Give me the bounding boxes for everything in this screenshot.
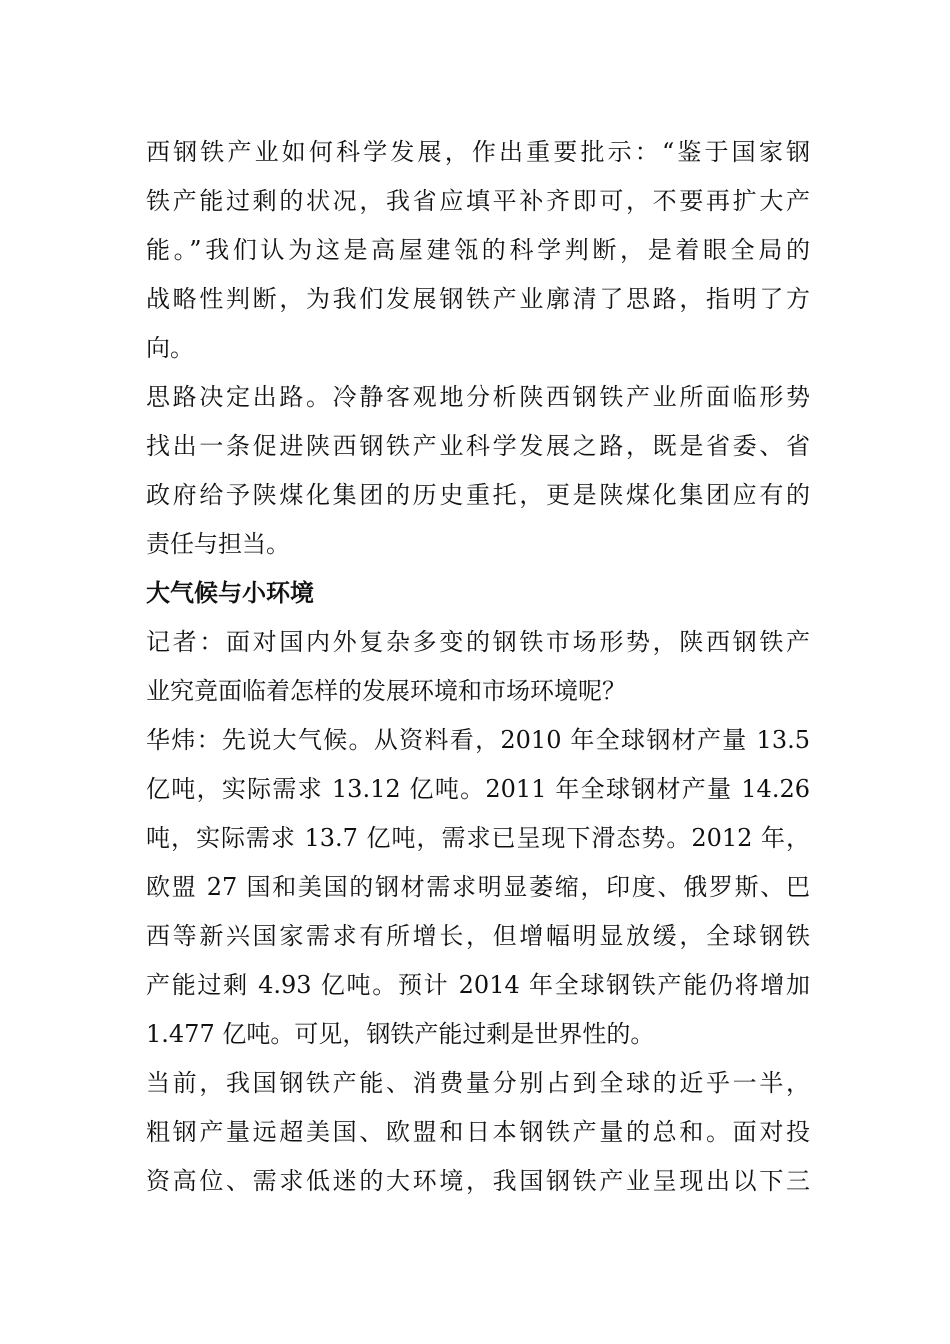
text-line: 业究竟面临着怎样的发展环境和市场环境呢？ bbox=[146, 677, 626, 705]
text-line: 铁产能过剩的状况，我省应填平补齐即可，不要再扩大产 bbox=[146, 187, 810, 215]
text-line: 欧盟 27 国和美国的钢材需求明显萎缩，印度、俄罗斯、巴 bbox=[146, 873, 810, 901]
text-line: 战略性判断，为我们发展钢铁产业廓清了思路，指明了方 bbox=[146, 285, 810, 313]
paragraph bbox=[146, 618, 810, 716]
text-line: 记者：面对国内外复杂多变的钢铁市场形势，陕西钢铁产 bbox=[146, 628, 810, 656]
text-line: 思路决定出路。冷静客观地分析陕西钢铁产业所面临形势 bbox=[146, 383, 810, 411]
text-line: 产能过剩 4.93 亿吨。预计 2014 年全球钢铁产能仍将增加 bbox=[146, 971, 810, 999]
text-line: 吨，实际需求 13.7 亿吨，需求已呈现下滑态势。2012 年， bbox=[146, 824, 810, 852]
text-line: 华炜：先说大气候。从资料看，2010 年全球钢材产量 13.5 bbox=[146, 726, 810, 754]
text-line: 西钢铁产业如何科学发展，作出重要批示：“鉴于国家钢 bbox=[146, 138, 810, 166]
text-line: 当前，我国钢铁产能、消费量分别占到全球的近乎一半， bbox=[146, 1069, 810, 1097]
text-line: 向。 bbox=[146, 334, 194, 362]
text-line: 政府给予陕煤化集团的历史重托，更是陕煤化集团应有的 bbox=[146, 481, 810, 509]
text-line: 找出一条促进陕西钢铁产业科学发展之路，既是省委、省 bbox=[146, 432, 810, 460]
paragraph bbox=[146, 1059, 810, 1206]
document-body bbox=[146, 128, 810, 1206]
text-line: 西等新兴国家需求有所增长，但增幅明显放缓，全球钢铁 bbox=[146, 922, 810, 950]
paragraph bbox=[146, 373, 810, 569]
text-line: 资高位、需求低迷的大环境，我国钢铁产业呈现出以下三 bbox=[146, 1167, 810, 1195]
text-line: 能。”我们认为这是高屋建瓴的科学判断，是着眼全局的 bbox=[146, 236, 810, 264]
text-line: 亿吨，实际需求 13.12 亿吨。2011 年全球钢材产量 14.26 bbox=[146, 775, 810, 803]
text-line: 粗钢产量远超美国、欧盟和日本钢铁产量的总和。面对投 bbox=[146, 1118, 810, 1146]
paragraph bbox=[146, 716, 810, 1059]
section-heading: 大气候与小环境 bbox=[146, 579, 314, 607]
paragraph bbox=[146, 128, 810, 373]
text-line: 1.477 亿吨。可见，钢铁产能过剩是世界性的。 bbox=[146, 1020, 655, 1048]
text-line: 责任与担当。 bbox=[146, 530, 290, 558]
